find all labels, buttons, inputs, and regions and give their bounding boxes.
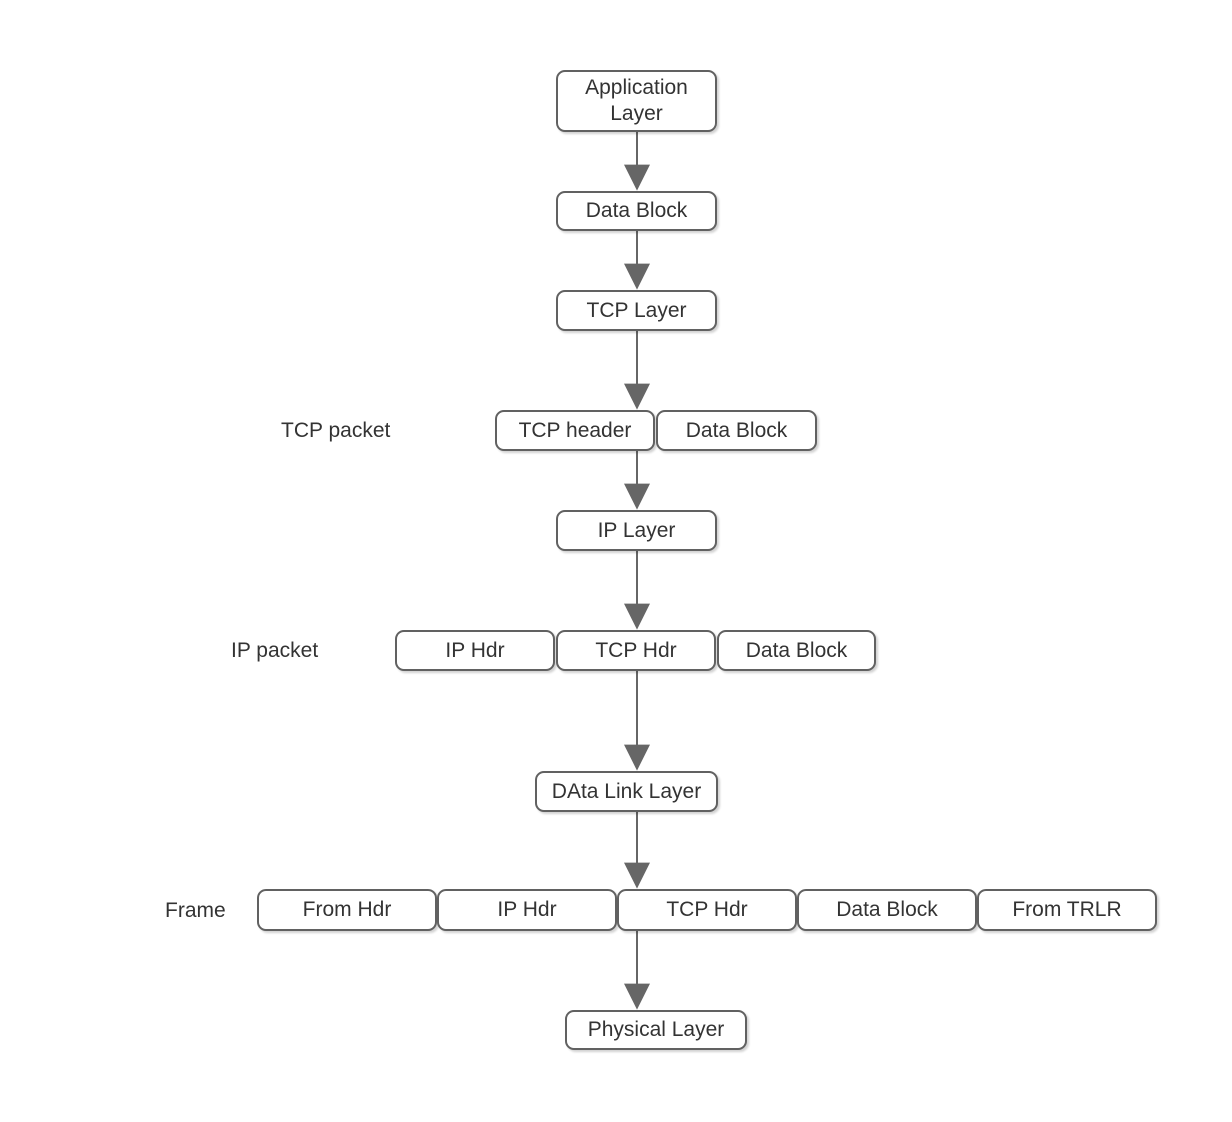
node-label: Physical Layer bbox=[587, 1018, 725, 1041]
node-data-link-layer bbox=[535, 771, 718, 812]
node-frame-tcp-hdr bbox=[617, 889, 797, 931]
node-label: TCP Hdr bbox=[666, 898, 748, 921]
node-frame-ip-hdr bbox=[437, 889, 617, 931]
node-frame-from-hdr bbox=[257, 889, 437, 931]
label-ip-packet: IP packet bbox=[231, 639, 319, 662]
node-tcp-layer bbox=[556, 290, 717, 331]
node-tcp-packet-header bbox=[495, 410, 655, 451]
node-ip-packet-tcp-hdr bbox=[556, 630, 716, 671]
node-label: IP Layer bbox=[597, 518, 676, 542]
node-label: From Hdr bbox=[302, 898, 392, 921]
label-frame: Frame bbox=[165, 899, 226, 922]
node-ip-packet-ip-hdr bbox=[395, 630, 555, 671]
label-tcp-packet: TCP packet bbox=[281, 419, 391, 442]
node-label: IP Hdr bbox=[497, 898, 557, 921]
node-label: From TRLR bbox=[1012, 898, 1122, 921]
node-frame-data-block bbox=[797, 889, 977, 931]
node-label: TCP Layer bbox=[586, 298, 687, 322]
node-physical-layer bbox=[565, 1010, 747, 1050]
node-label: IP Hdr bbox=[445, 638, 505, 662]
node-ip-layer bbox=[556, 510, 717, 551]
node-label: DAta Link Layer bbox=[551, 779, 702, 803]
node-application-layer bbox=[556, 70, 717, 132]
node-tcp-packet-data-block bbox=[656, 410, 817, 451]
node-label: Data Block bbox=[745, 638, 848, 662]
node-label: TCP header bbox=[518, 418, 632, 442]
node-label: Data Block bbox=[585, 199, 688, 222]
node-label: Application Layer bbox=[585, 76, 694, 125]
node-label: Data Block bbox=[836, 898, 938, 921]
node-ip-packet-data-block bbox=[717, 630, 876, 671]
node-label: TCP Hdr bbox=[595, 638, 677, 662]
node-data-block-app bbox=[556, 191, 717, 231]
node-label: Data Block bbox=[685, 418, 788, 442]
node-frame-from-trlr bbox=[977, 889, 1157, 931]
